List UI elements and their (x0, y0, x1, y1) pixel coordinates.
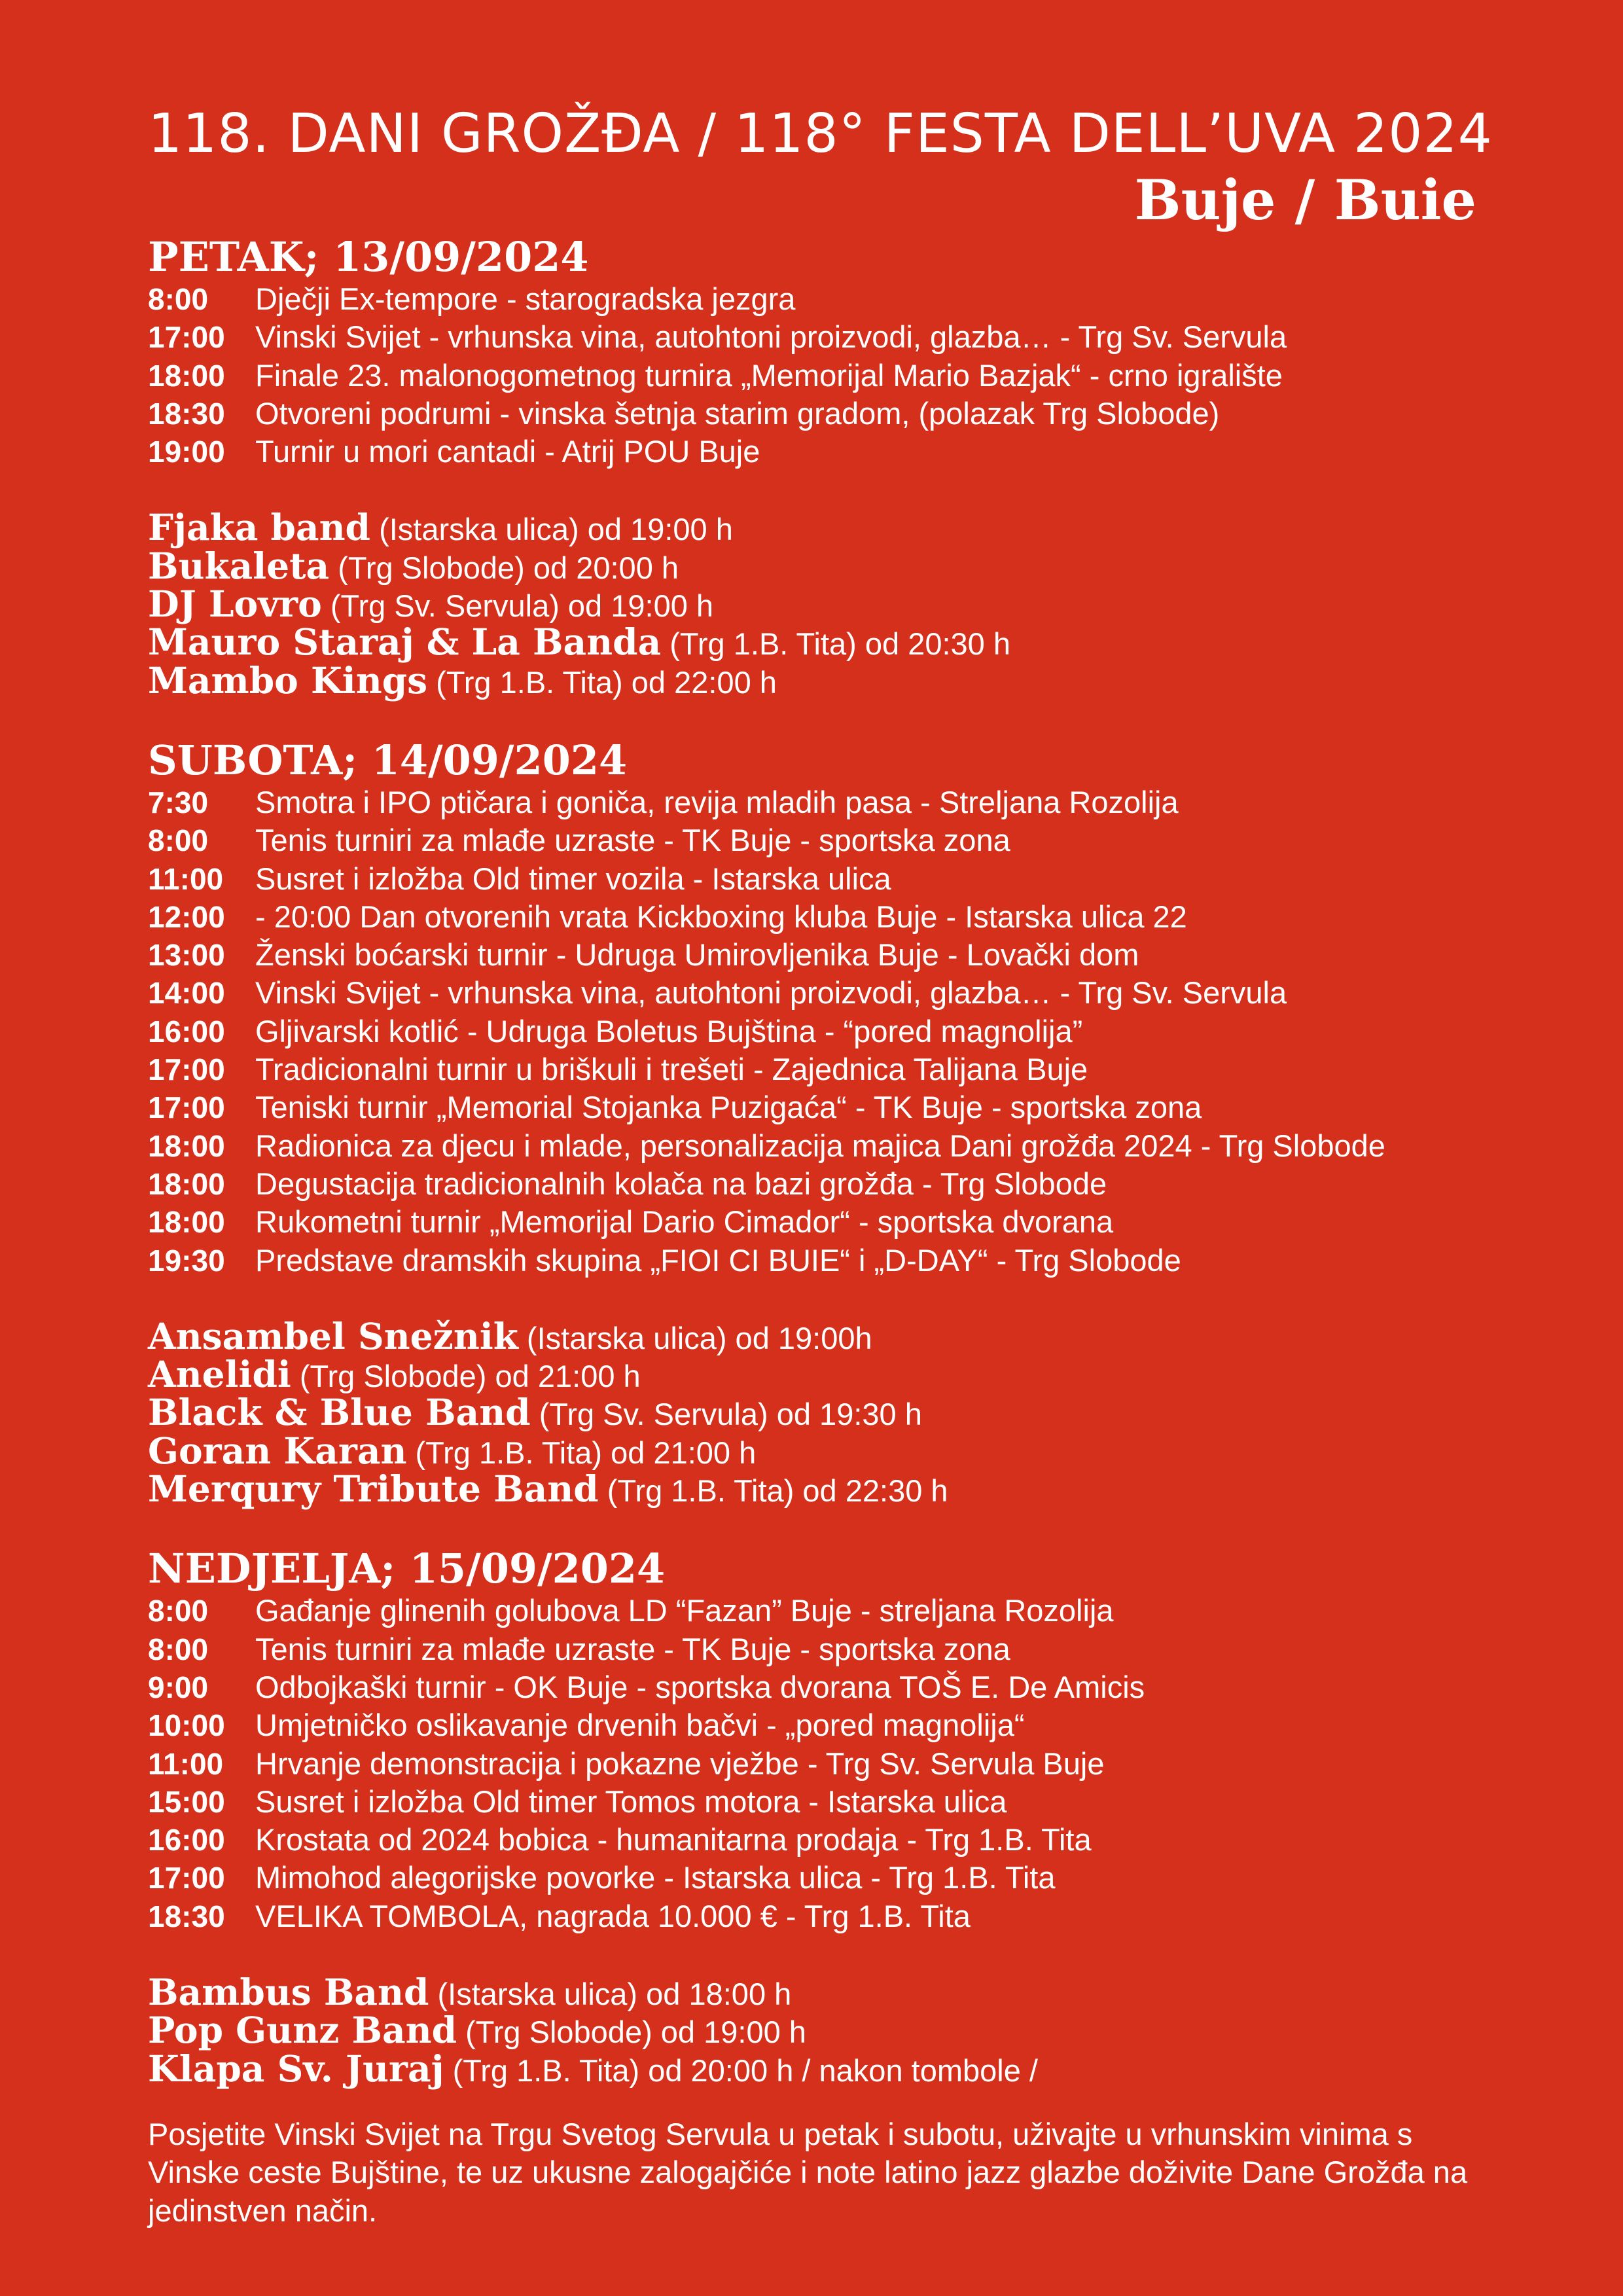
event-time: 18:00 (148, 1166, 225, 1201)
band-row (148, 1467, 1476, 1511)
band-detail: (Istarska ulica) od 18:00 h (429, 1976, 792, 2011)
band-name: Black & Blue Band (148, 1391, 531, 1434)
event-time: 14:00 (148, 976, 225, 1011)
event-row (148, 860, 1476, 898)
event-description: Umjetničko oslikavanje drvenih bačvi - „pored magnolija“ (255, 1708, 1025, 1743)
event-time: 18:00 (148, 1205, 225, 1240)
event-time: 8:00 (148, 823, 209, 858)
section-spacer (148, 471, 1476, 509)
event-time: 15:00 (148, 1784, 225, 1819)
event-time: 16:00 (148, 1014, 225, 1049)
event-row (148, 357, 1476, 395)
band-detail: (Trg 1.B. Tita) od 20:00 h / nakon tombole / (444, 2053, 1038, 2088)
event-row (148, 1630, 1476, 1668)
event-row (148, 974, 1476, 1012)
event-description: Susret i izložba Old timer Tomos motora - Istarska ulica (255, 1784, 1007, 1819)
band-detail: (Istarska ulica) od 19:00 h (370, 512, 733, 547)
page-title: 118. DANI GROŽĐA / 118° FESTA DELL’UVA 2024 (148, 103, 1493, 165)
event-row (148, 395, 1476, 433)
band-detail: (Trg Sv. Servula) od 19:00 h (321, 588, 714, 624)
event-row (148, 1592, 1476, 1630)
event-row (148, 1203, 1476, 1241)
event-time: 17:00 (148, 1052, 225, 1087)
event-time: 16:00 (148, 1823, 225, 1857)
event-row (148, 1897, 1476, 1935)
event-row (148, 1013, 1476, 1050)
section-spacer (148, 700, 1476, 738)
footer-note: Posjetite Vinski Svijet na Trgu Svetog Servula u petak i subotu, uživajte u vrhunskim vinima s Vinske ceste Bujštine, te uz ukusne zalogajčiće i note latino jazz glazbe doživite Dane Grožđa na jedinstven način. (148, 2117, 1468, 2228)
event-time: 8:00 (148, 282, 209, 316)
event-description: Krostata od 2024 bobica - humanitarna prodaja - Trg 1.B. Tita (255, 1822, 1092, 1857)
event-row (148, 898, 1476, 936)
band-row (148, 506, 1476, 549)
band-row (148, 1353, 1476, 1396)
band-name: Ansambel Snežnik (148, 1314, 518, 1357)
event-description: Degustacija tradicionalnih kolača na bazi grožđa - Trg Slobode (255, 1166, 1107, 1201)
band-detail: (Trg Slobode) od 19:00 h (457, 2015, 806, 2050)
event-description: Ženski boćarski turnir - Udruga Umirovljenika Buje - Lovački dom (255, 937, 1139, 973)
band-name: Goran Karan (148, 1429, 407, 1472)
band-row (148, 1970, 1476, 2013)
event-row (148, 1859, 1476, 1897)
event-description: Susret i izložba Old timer vozila - Istarska ulica (255, 861, 891, 896)
band-row (148, 2047, 1476, 2090)
event-row (148, 1706, 1476, 1744)
day-heading: NEDJELJA; 15/09/2024 (148, 1545, 666, 1593)
band-detail: (Trg 1.B. Tita) od 22:30 h (598, 1473, 948, 1509)
event-description: Turnir u mori cantadi - Atrij POU Buje (255, 434, 760, 469)
event-time: 7:30 (148, 785, 209, 819)
day-heading: SUBOTA; 14/09/2024 (148, 736, 628, 784)
band-name: Fjaka band (148, 506, 371, 549)
event-description: Odbojkaški turnir - OK Buje - sportska dvorana TOŠ E. De Amicis (255, 1669, 1145, 1704)
event-time: 8:00 (148, 1594, 209, 1628)
band-detail: (Trg 1.B. Tita) od 22:00 h (427, 664, 777, 700)
event-description: Vinski Svijet - vrhunska vina, autohtoni proizvodi, glazba… - Trg Sv. Servula (255, 319, 1287, 355)
event-time: 11:00 (148, 861, 224, 896)
band-name: Anelidi (148, 1353, 291, 1396)
event-description: Dječji Ex-tempore - starogradska jezgra (255, 281, 796, 316)
event-description: VELIKA TOMBOLA, nagrada 10.000 € - Trg 1.B. Tita (255, 1898, 971, 1933)
day-heading: PETAK; 13/09/2024 (148, 233, 589, 281)
event-row (148, 318, 1476, 356)
event-time: 17:00 (148, 320, 225, 355)
event-row (148, 783, 1476, 821)
event-row (148, 1088, 1476, 1126)
band-detail: (Trg 1.B. Tita) od 21:00 h (406, 1435, 757, 1470)
event-description: Radionica za djecu i mlade, personalizacija majica Dani grožđa 2024 - Trg Slobode (255, 1128, 1385, 1163)
event-time: 18:00 (148, 1128, 225, 1163)
event-time: 8:00 (148, 1632, 209, 1666)
band-row (148, 544, 1476, 587)
event-time: 18:30 (148, 1899, 225, 1933)
band-name: Bambus Band (148, 1970, 429, 2013)
event-time: 12:00 (148, 899, 225, 934)
event-row (148, 1668, 1476, 1706)
event-row (148, 1127, 1476, 1165)
band-detail: (Trg 1.B. Tita) od 20:30 h (661, 626, 1011, 662)
location-subtitle: Buje / Buie (1134, 168, 1476, 232)
band-detail: (Trg Slobode) od 21:00 h (291, 1359, 641, 1394)
event-time: 10:00 (148, 1708, 225, 1743)
band-name: DJ Lovro (148, 583, 322, 626)
band-name: Merqury Tribute Band (148, 1467, 599, 1511)
section-spacer (148, 1935, 1476, 1973)
event-description: Rukometni turnir „Memorijal Dario Cimador“ - sportska dvorana (255, 1204, 1114, 1240)
event-description: Tenis turniri za mlađe uzraste - TK Buje - sportska zona (255, 823, 1010, 858)
event-time: 9:00 (148, 1670, 209, 1704)
event-time: 13:00 (148, 938, 225, 973)
event-description: Vinski Svijet - vrhunska vina, autohtoni proizvodi, glazba… - Trg Sv. Servula (255, 975, 1287, 1011)
band-detail: (Trg Slobode) od 20:00 h (329, 550, 679, 585)
event-row (148, 1242, 1476, 1280)
band-detail: (Istarska ulica) od 19:00h (518, 1320, 872, 1355)
event-row (148, 433, 1476, 471)
event-time: 17:00 (148, 1090, 225, 1125)
event-description: Tradicionalni turnir u briškuli i trešeti - Zajednica Talijana Buje (255, 1052, 1088, 1087)
band-name: Klapa Sv. Juraj (148, 2047, 444, 2090)
program-content (148, 234, 1476, 2088)
event-description: Gađanje glinenih golubova LD “Fazan” Buje - streljana Rozolija (255, 1593, 1114, 1628)
event-time: 19:30 (148, 1243, 225, 1278)
event-description: - 20:00 Dan otvorenih vrata Kickboxing kluba Buje - Istarska ulica 22 (255, 899, 1187, 934)
section-spacer (148, 1508, 1476, 1546)
event-description: Teniski turnir „Memorial Stojanka Puzigaća“ - TK Buje - sportska zona (255, 1090, 1202, 1125)
section-spacer (148, 1280, 1476, 1318)
event-time: 17:00 (148, 1861, 225, 1895)
event-row (148, 1165, 1476, 1203)
band-row (148, 1391, 1476, 1434)
band-detail: (Trg Sv. Servula) od 19:30 h (530, 1397, 922, 1432)
event-description: Hrvanje demonstracija i pokazne vježbe - Trg Sv. Servula Buje (255, 1746, 1105, 1781)
event-description: Mimohod alegorijske povorke - Istarska ulica - Trg 1.B. Tita (255, 1860, 1056, 1895)
event-row (148, 1783, 1476, 1821)
band-row (148, 620, 1476, 664)
band-name: Mauro Staraj & La Banda (148, 620, 662, 664)
band-row (148, 1314, 1476, 1357)
event-row (148, 821, 1476, 859)
event-description: Gljivarski kotlić - Udruga Boletus Bujština - “pored magnolija” (255, 1013, 1083, 1049)
band-row (148, 658, 1476, 702)
event-row (148, 280, 1476, 318)
event-description: Finale 23. malonogometnog turnira „Memorijal Mario Bazjak“ - crno igralište (255, 357, 1283, 393)
event-description: Predstave dramskih skupina „FIOI CI BUIE“ i „D-DAY“ - Trg Slobode (255, 1242, 1181, 1278)
event-time: 18:30 (148, 396, 225, 431)
event-time: 11:00 (148, 1746, 224, 1781)
band-row (148, 2009, 1476, 2052)
band-name: Bukaleta (148, 544, 330, 587)
event-time: 19:00 (148, 435, 225, 469)
event-description: Tenis turniri za mlađe uzraste - TK Buje - sportska zona (255, 1631, 1010, 1666)
event-row (148, 1821, 1476, 1859)
band-name: Mambo Kings (148, 658, 428, 702)
event-row (148, 1745, 1476, 1783)
event-time: 18:00 (148, 358, 225, 393)
event-description: Otvoreni podrumi - vinska šetnja starim gradom, (polazak Trg Slobode) (255, 395, 1220, 431)
band-name: Pop Gunz Band (148, 2009, 457, 2052)
header (148, 98, 1493, 233)
band-row (148, 583, 1476, 626)
event-description: Smotra i IPO ptičara i goniča, revija mladih pasa - Streljana Rozolija (255, 784, 1179, 819)
event-row (148, 936, 1476, 974)
event-row (148, 1050, 1476, 1088)
band-row (148, 1429, 1476, 1472)
